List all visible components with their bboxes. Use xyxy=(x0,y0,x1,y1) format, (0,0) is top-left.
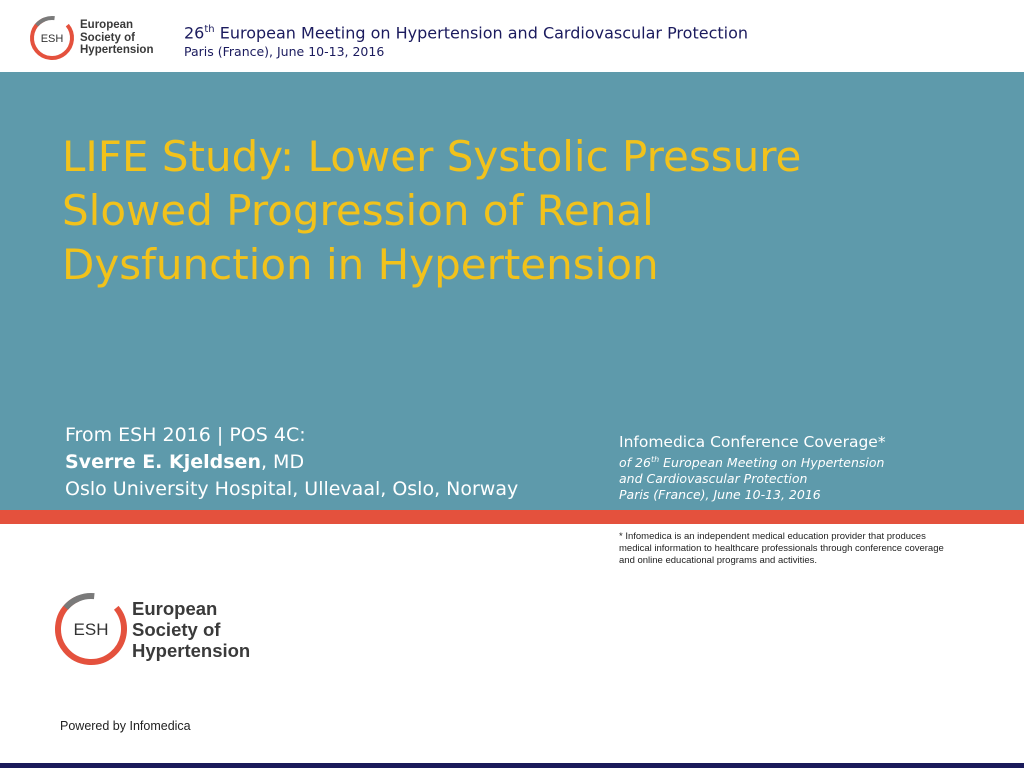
coverage-meeting: of 26th European Meeting on Hypertension xyxy=(619,455,885,471)
presenter-name: Sverre E. Kjeldsen, MD xyxy=(65,451,305,473)
title-panel xyxy=(0,72,1024,510)
esh-ring-icon xyxy=(28,14,76,62)
coverage-title: Infomedica Conference Coverage* xyxy=(619,433,886,451)
header-bar xyxy=(0,0,1024,72)
esh-logo-small-text: European Society of Hypertension xyxy=(80,19,154,56)
meeting-location: Paris (France), June 10-13, 2016 xyxy=(184,44,385,60)
esh-ring-large-icon xyxy=(52,590,130,668)
esh-logo-large-text: European Society of Hypertension xyxy=(132,598,251,661)
coverage-meeting-line2: and Cardiovascular Protection xyxy=(619,471,808,487)
disclaimer-text: * Infomedica is an independent medical education provider that produces medical information to healthcare professionals through conference coverage and online educational programs and activities. xyxy=(619,531,944,566)
meeting-info xyxy=(184,20,748,60)
esh-logo-small xyxy=(28,14,168,64)
slide-title: LIFE Study: Lower Systolic Pressure Slowed Progression of Renal Dysfunction in Hypertension xyxy=(62,132,802,289)
presenter-block xyxy=(65,422,518,503)
coverage-block xyxy=(619,432,886,503)
bottom-bar xyxy=(0,763,1024,768)
esh-abbr-small: ESH xyxy=(40,33,64,45)
powered-by: Powered by Infomedica xyxy=(60,719,191,733)
presentation-source: From ESH 2016 | POS 4C: xyxy=(65,424,306,446)
presenter-affiliation: Oslo University Hospital, Ullevaal, Oslo, Norway xyxy=(65,478,519,500)
accent-bar xyxy=(0,510,1024,524)
esh-logo-large xyxy=(52,590,292,672)
esh-abbr-large: ESH xyxy=(73,620,109,639)
meeting-title: 26th European Meeting on Hypertension and Cardiovascular Protection xyxy=(184,23,749,43)
coverage-location: Paris (France), June 10-13, 2016 xyxy=(619,487,821,503)
